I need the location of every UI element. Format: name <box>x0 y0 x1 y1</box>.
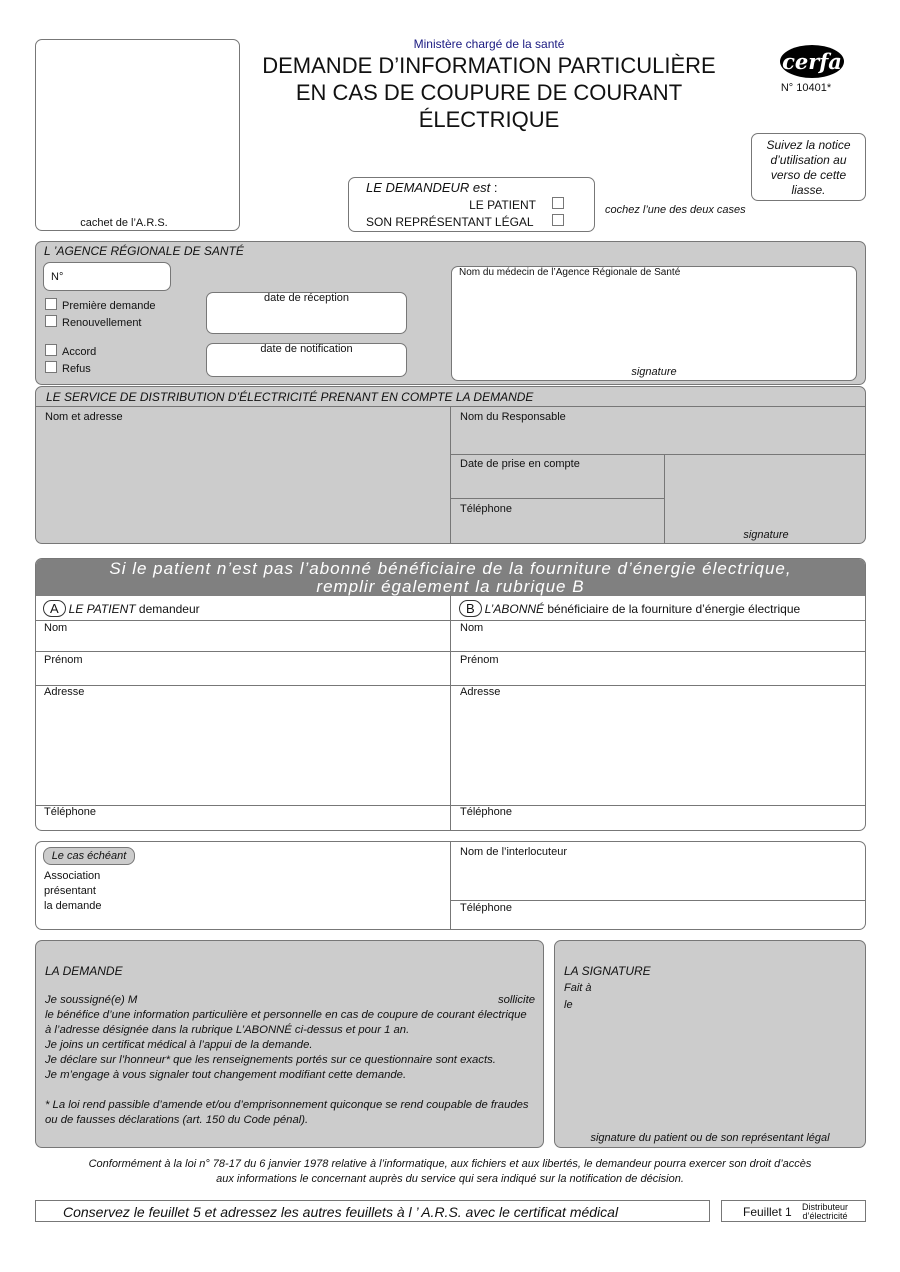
accord-label: Accord <box>62 346 97 358</box>
refus-checkbox[interactable] <box>45 361 57 373</box>
demandeur-title: LE DEMANDEUR est <box>366 180 491 195</box>
demandeur-hint: cochez l’une des deux cases <box>605 204 746 216</box>
abonne-adresse-field[interactable] <box>451 686 865 805</box>
patient-adresse-label: Adresse <box>44 686 85 698</box>
association-telephone-label: Téléphone <box>460 902 512 914</box>
le-label: le <box>564 999 573 1011</box>
refus-label: Refus <box>62 363 91 375</box>
page-title-line1: DEMANDE D’INFORMATION PARTICULIÈRE <box>262 53 716 78</box>
recipient-line1: Distributeur <box>801 1202 848 1212</box>
banner-line1: Si le patient n’est pas l’abonné bénéficiaire de la fourniture d’énergie électrique, <box>109 559 792 578</box>
instruction-text: Conservez le feuillet 5 et adressez les autres feuillets à l ’ A.R.S. avec le certificat médical <box>63 1204 619 1220</box>
interlocuteur-field[interactable] <box>451 842 865 900</box>
option-representant-label: SON REPRÉSENTANT LÉGAL <box>366 215 534 229</box>
banner-line2: remplir également la rubrique B <box>316 577 585 596</box>
service-vertical-1 <box>450 406 451 544</box>
demande-line1-left: Je soussigné(e) M <box>45 994 138 1006</box>
association-line1: Association <box>44 870 101 882</box>
ars-title: L ’AGENCE RÉGIONALE DE SANTÉ <box>44 244 244 258</box>
service-title: LE SERVICE DE DISTRIBUTION D’ÉLECTRICITÉ PRENANT EN COMPTE LA DEMANDE <box>46 390 534 404</box>
legal-notice-line1: Conformément à la loi n° 78-17 du 6 janvier 1978 relative à l’informatique, aux fichiers et aux libertés, le demandeur pourra exercer son droit d’accès <box>88 1158 812 1170</box>
service-divider-3 <box>450 498 664 499</box>
patient-adresse-field[interactable] <box>36 686 450 805</box>
sheet-label: Feuillet 1 <box>743 1205 792 1219</box>
date-notification-label: date de notification <box>260 343 353 355</box>
responsable-label: Nom du Responsable <box>460 411 566 423</box>
service-divider-2 <box>450 454 866 455</box>
notice-line2: d’utilisation au <box>770 153 847 167</box>
notice-line1: Suivez la notice <box>766 138 851 152</box>
date-reception-label: date de réception <box>263 292 349 304</box>
nom-adresse-label: Nom et adresse <box>45 411 123 423</box>
representant-checkbox[interactable] <box>552 214 564 226</box>
premiere-checkbox[interactable] <box>45 298 57 310</box>
abonne-nom-field[interactable] <box>451 621 865 651</box>
demande-line6: Je m’engage à vous signaler tout changement modifiant cette demande. <box>45 1069 407 1081</box>
demande-line2: le bénéfice d’une information particulière et personnelle en cas de coupure de courant électrique <box>45 1009 527 1021</box>
service-telephone-label: Téléphone <box>460 503 512 515</box>
page-title-line2: EN CAS DE COUPURE DE COURANT <box>295 80 683 105</box>
interlocuteur-label: Nom de l’interlocuteur <box>460 846 567 858</box>
ars-number-label: N° <box>51 271 64 283</box>
association-telephone-field[interactable] <box>451 901 865 929</box>
patient-checkbox[interactable] <box>552 197 564 209</box>
service-signature-label: signature <box>743 529 789 541</box>
option-patient-label: LE PATIENT <box>469 198 536 212</box>
section-b-title-rest: bénéficiaire de la fourniture d’énergie électrique <box>547 602 801 616</box>
association-badge: Le cas échéant <box>43 847 135 865</box>
abonne-prenom-label: Prénom <box>460 654 499 666</box>
demande-line1-right: sollicite <box>497 994 535 1006</box>
legal-notice-line2: aux informations le concernant auprès du service qui sera indiqué sur la notification de décision. <box>216 1173 684 1185</box>
service-vertical-2 <box>664 454 665 544</box>
fait-a-label: Fait à <box>564 982 592 994</box>
cerfa-logo-text: cerfa <box>782 49 842 74</box>
accord-checkbox[interactable] <box>45 344 57 356</box>
date-prise-label: Date de prise en compte <box>460 458 580 470</box>
patient-telephone-field[interactable] <box>36 806 450 830</box>
abonne-nom-label: Nom <box>460 622 484 634</box>
notice-line4: liasse. <box>791 183 826 197</box>
patient-prenom-label: Prénom <box>44 654 83 666</box>
demande-note2: ou de fausses déclarations (art. 150 du Code pénal). <box>45 1114 309 1126</box>
patient-nom-label: Nom <box>44 622 68 634</box>
section-a-title <box>43 600 200 617</box>
patient-nom-field[interactable] <box>36 621 450 651</box>
renouvellement-label: Renouvellement <box>62 317 142 329</box>
section-a-title-rest: demandeur <box>138 602 200 616</box>
abonne-telephone-label: Téléphone <box>460 806 512 818</box>
ars-stamp-area <box>35 39 240 231</box>
medecin-field[interactable] <box>451 266 857 381</box>
section-a-title-italic: LE PATIENT <box>68 602 136 616</box>
recipient-line2: d’électricité <box>802 1211 848 1221</box>
signature-title: LA SIGNATURE <box>564 964 651 978</box>
abonne-prenom-field[interactable] <box>451 652 865 685</box>
page-title-line3: ÉLECTRIQUE <box>418 107 560 132</box>
cerfa-logo <box>780 45 844 78</box>
signature-caption: signature du patient ou de son représentant légal <box>590 1132 830 1144</box>
abonne-telephone-field[interactable] <box>451 806 865 830</box>
demande-title: LA DEMANDE <box>45 964 123 978</box>
patient-telephone-label: Téléphone <box>44 806 96 818</box>
stamp-label: cachet de l’A.R.S. <box>80 217 168 229</box>
demandeur-title-row <box>366 180 498 195</box>
ars-signature-label: signature <box>631 366 677 378</box>
patient-prenom-field[interactable] <box>36 652 450 685</box>
association-line3: la demande <box>44 900 102 912</box>
section-a-letter: A <box>43 600 66 617</box>
ministry-label: Ministère chargé de la santé <box>413 37 565 51</box>
premiere-label: Première demande <box>62 300 156 312</box>
association-line2: présentant <box>44 885 96 897</box>
section-b-title <box>459 600 800 617</box>
abonne-adresse-label: Adresse <box>460 686 501 698</box>
demande-note1: * La loi rend passible d’amende et/ou d’emprisonnement quiconque se rend coupable de fraudes <box>45 1099 529 1111</box>
demandeur-colon: : <box>493 180 498 195</box>
section-b-letter: B <box>459 600 482 617</box>
demande-line4: Je joins un certificat médical à l’appui de la demande. <box>45 1039 313 1051</box>
cerfa-number: N° 10401* <box>780 82 832 94</box>
medecin-label: Nom du médecin de l’Agence Régionale de Santé <box>459 267 681 278</box>
demande-line5: Je déclare sur l’honneur* que les renseignements portés sur ce questionnaire sont exacts. <box>45 1054 496 1066</box>
demande-line3: à l’adresse désignée dans la rubrique L’ABONNÉ ci-dessus et pour 1 an. <box>45 1024 410 1036</box>
section-b-title-italic: L’ABONNÉ <box>484 602 545 616</box>
renouvellement-checkbox[interactable] <box>45 315 57 327</box>
notice-line3: verso de cette <box>770 168 847 182</box>
